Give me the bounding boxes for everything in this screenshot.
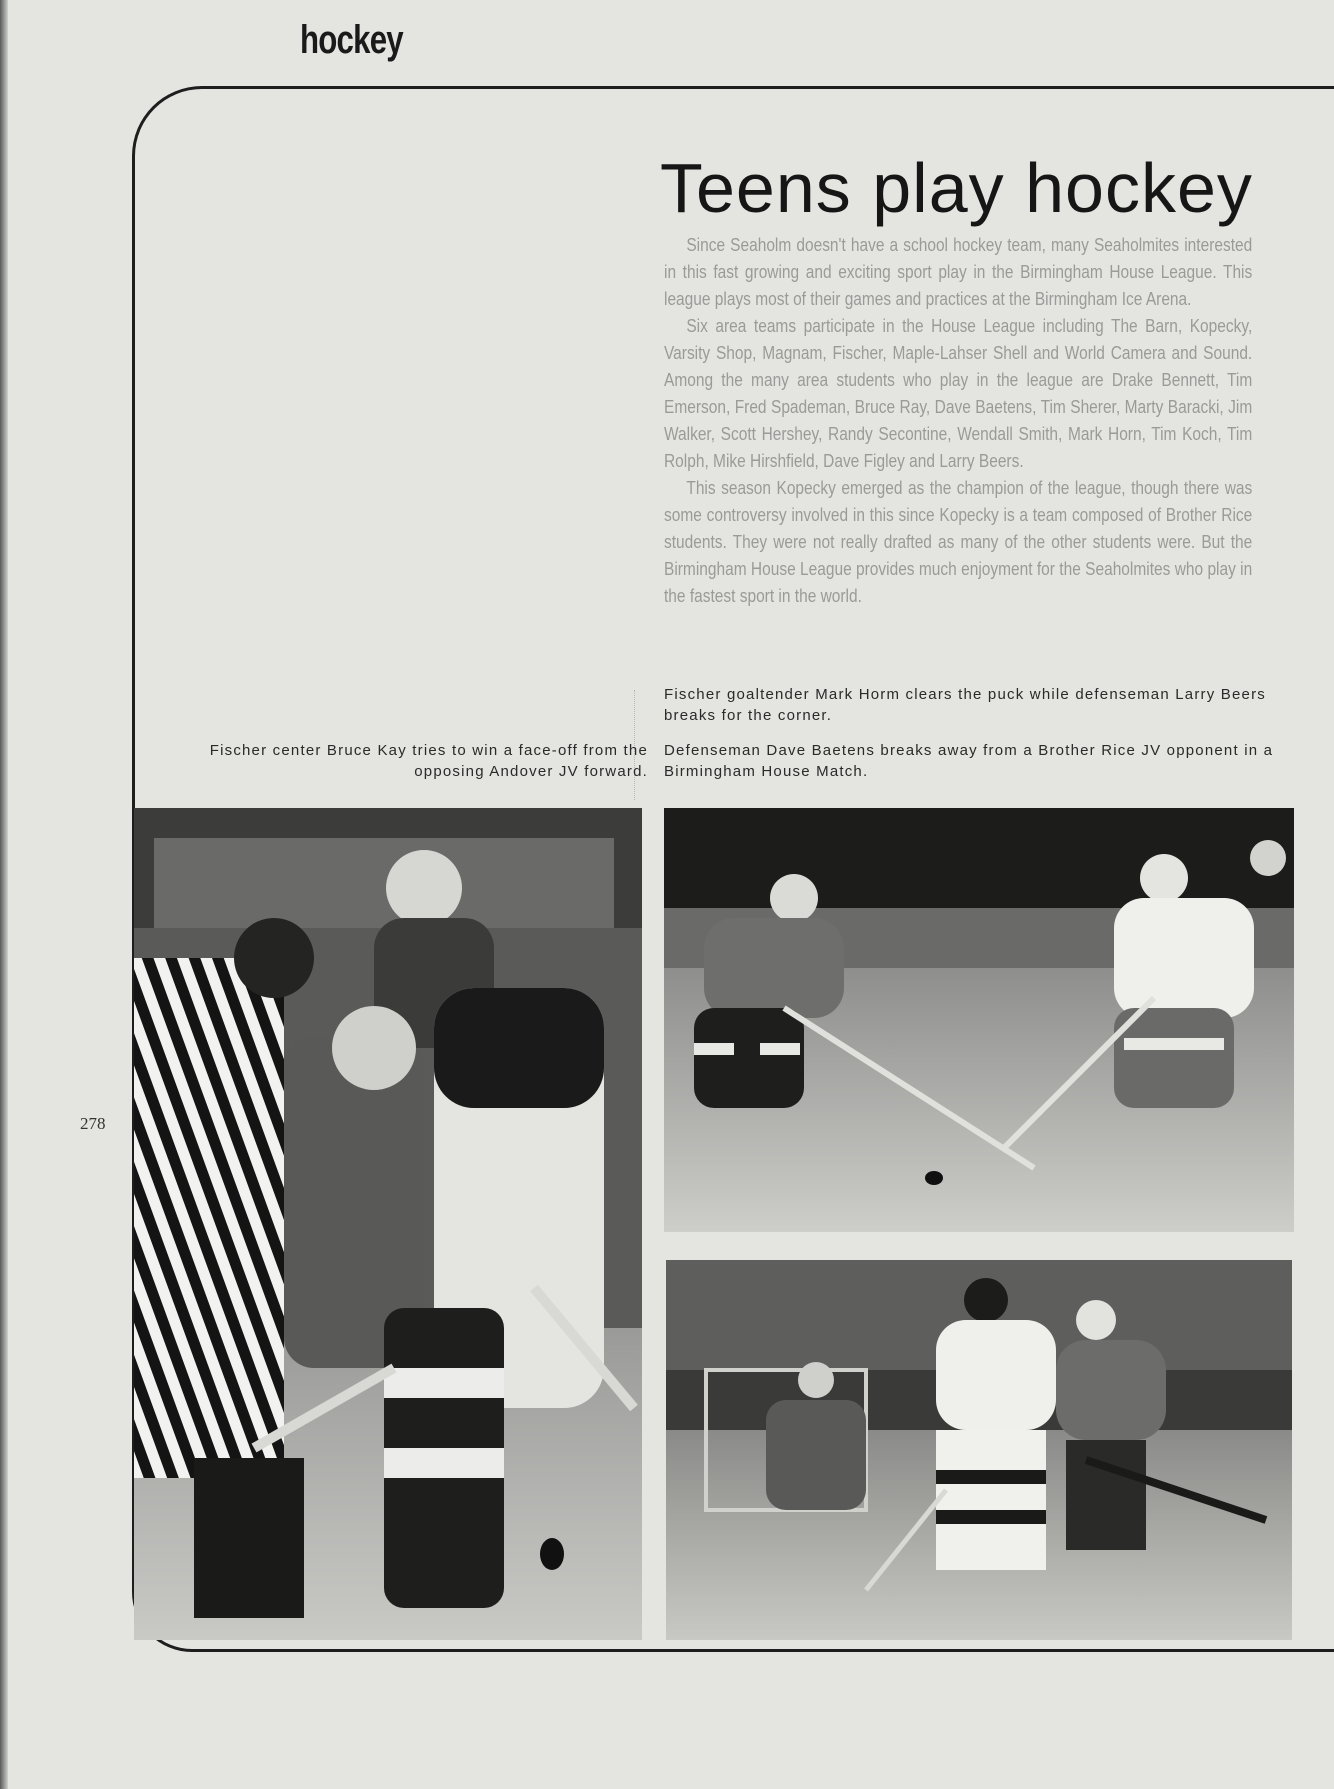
section-label: hockey (300, 18, 403, 62)
article-paragraph: Six area teams participate in the House League including The Barn, Kopecky, Varsity Shop, Magnam, Fischer, Maple-Lahser Shell and World Camera and Sound. Among the many area students who play in the league are Drake Bennett, Tim Emerson, Fred Spademan, Bruce Ray, Dave Baetens, Tim Sherer, Marty Baracki, Jim Walker, Scott Hershey, Randy Secontine, Wendall Smith, Mark Horn, Tim Koch, Tim Rolph, Mike Hirshfield, Dave Figley and Larry Beers. (664, 316, 1253, 471)
article-body (664, 232, 1252, 610)
page-number: 278 (80, 1114, 106, 1133)
article-paragraph: This season Kopecky emerged as the champion of the league, though there was some controversy involved in this since Kopecky is a team composed of Brother Rice students. They were not really drafted as many of the other students were. But the Birmingham House League provides much enjoyment for the Seaholmites who play in the fastest sport in the world. (664, 478, 1253, 606)
caption-breakaway-photo: Defenseman Dave Baetens breaks away from a Brother Rice JV opponent in a Birmingham House Match. (664, 742, 1274, 780)
goaltender-photo (664, 808, 1294, 1232)
article-paragraph: Since Seaholm doesn't have a school hockey team, many Seaholmites interested in this fast growing and exciting sport play in the Birmingham House League. This league plays most of their games and practices at the Birmingham Ice Arena. (664, 235, 1253, 309)
breakaway-photo (666, 1260, 1292, 1640)
page-binding-edge (0, 0, 8, 1789)
faceoff-photo (134, 808, 642, 1640)
caption-goaltender-photo: Fischer goaltender Mark Horm clears the puck while defenseman Larry Beers breaks for the corner. (664, 686, 1266, 724)
headline: Teens play hockey (660, 149, 1253, 227)
caption-faceoff-photo: Fischer center Bruce Kay tries to win a face-off from the opposing Andover JV forward. (209, 742, 648, 780)
